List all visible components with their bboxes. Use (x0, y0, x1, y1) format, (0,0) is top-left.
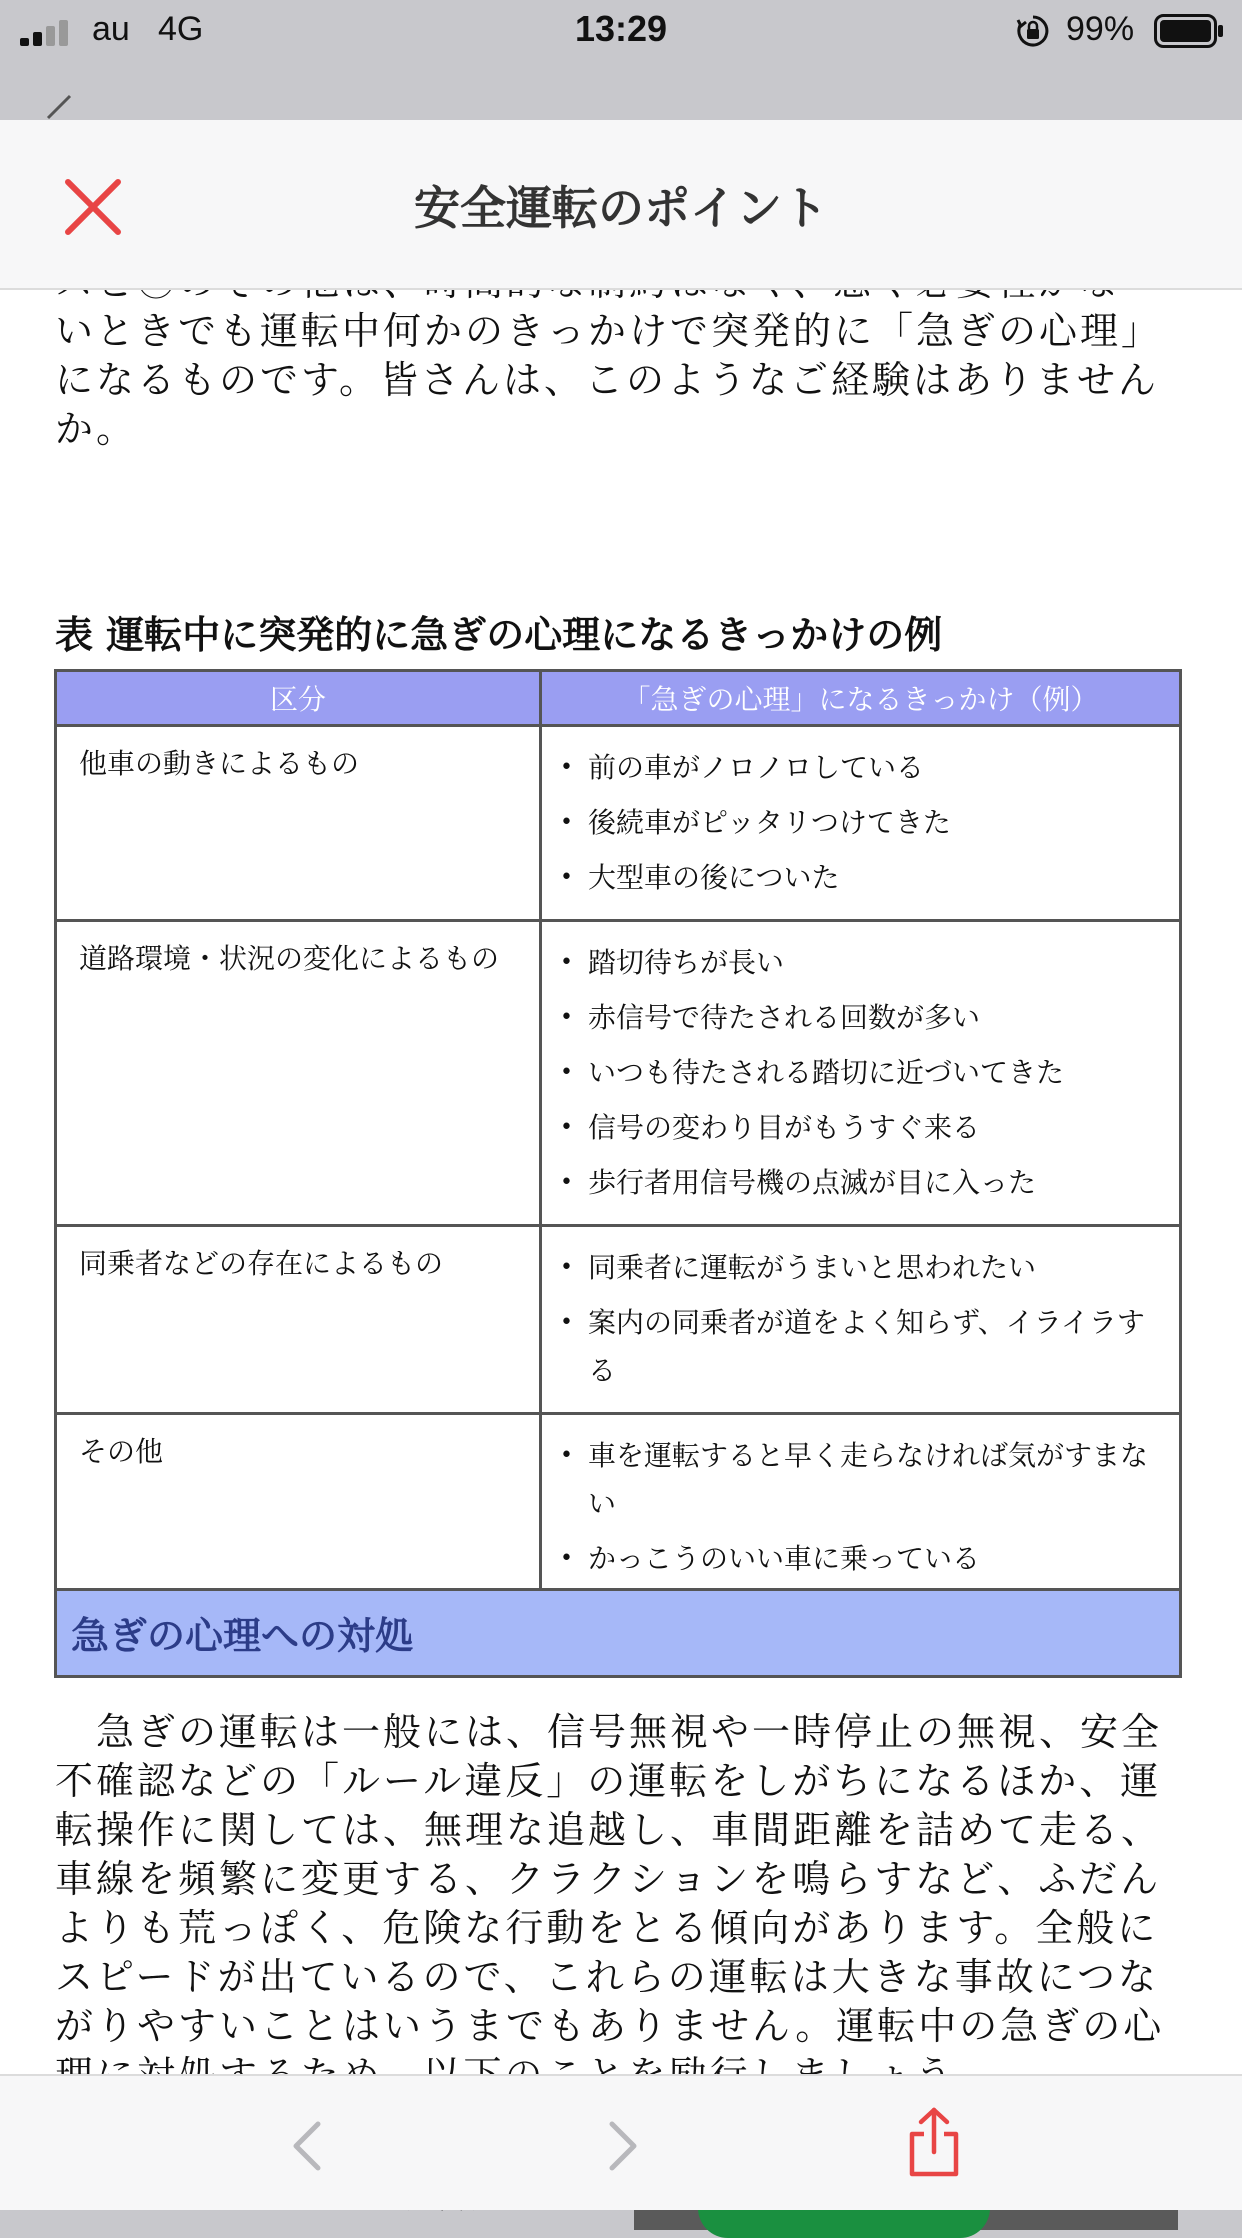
status-bar (0, 0, 1242, 62)
sheet-header (0, 120, 1242, 290)
section-paragraph (55, 1708, 1185, 2100)
example-item: • 信号の変わり目がもうすぐ来る (558, 1104, 1169, 1152)
section-line: 急ぎの運転は一般には、信号無視や一時停止の無視、安全 (55, 1710, 1163, 1754)
intro-line: か。 (55, 407, 138, 451)
row-category: 道路環境・状況の変化によるもの (56, 921, 541, 1226)
example-item: • 車を運転すると早く走らなければ気がすまない (558, 1432, 1169, 1528)
section-line: スピードが出ているので、これらの運転は大きな事故につな (55, 1955, 1159, 1999)
example-item: • いつも待たされる踏切に近づいてきた (558, 1049, 1169, 1097)
column-header-category: 区分 (56, 671, 541, 726)
intro-line: いときでも運転中何かのきっかけで突発的に「急ぎの心理」 (55, 309, 1163, 353)
example-item: • 前の車がノロノロしている (558, 744, 1169, 792)
example-item: • 同乗者に運転がうまいと思われたい (558, 1244, 1169, 1292)
orientation-lock-icon (1016, 14, 1050, 48)
table-row (56, 726, 1181, 921)
example-item: • かっこうのいい車に乗っている (558, 1535, 1169, 1583)
intro-line: になるものです。皆さんは、このようなご経験はありません (55, 358, 1159, 402)
example-item: • 歩行者用信号機の点滅が目に入った (558, 1159, 1169, 1207)
row-examples (541, 921, 1181, 1226)
status-time: 13:29 (574, 8, 668, 49)
battery-icon (1154, 14, 1224, 48)
document-content[interactable] (0, 288, 1242, 2196)
example-item: • 赤信号で待たされる回数が多い (558, 994, 1169, 1042)
table-row (56, 1226, 1181, 1414)
row-category: 他車の動きによるもの (56, 726, 541, 921)
row-examples (541, 1226, 1181, 1414)
reader-sheet (0, 120, 1242, 2208)
forward-button[interactable] (590, 2116, 650, 2176)
row-category: 同乗者などの存在によるもの (56, 1226, 541, 1414)
row-examples (541, 1414, 1181, 1602)
section-line: がりやすいことはいうまでもありません。運転中の急ぎの心 (55, 2004, 1165, 2048)
table-heading: 表 運転中に突発的に急ぎの心理になるきっかけの例 (55, 612, 943, 657)
column-header-examples: 「急ぎの心理」になるきっかけ（例） (541, 671, 1181, 726)
table-row (56, 921, 1181, 1226)
example-item: • 案内の同乗者が道をよく知らず、イライラする (558, 1299, 1169, 1395)
battery-percent: 99% (1066, 10, 1135, 48)
row-examples (541, 726, 1181, 921)
network-type: 4G (158, 10, 204, 48)
section-line: 車線を頻繁に変更する、クラクションを鳴らすなど、ふだん (55, 1857, 1162, 1901)
bottom-toolbar (0, 2074, 1242, 2210)
carrier-name: au (92, 10, 130, 48)
row-category: その他 (56, 1414, 541, 1602)
example-item: • 踏切待ちが長い (558, 939, 1169, 987)
triggers-table (54, 669, 1182, 1603)
table-header-row (56, 671, 1181, 726)
page-title: 安全運転のポイント (414, 181, 828, 235)
section-line: 不確認などの「ルール違反」の運転をしがちになるほか、運 (55, 1759, 1162, 1803)
example-item: • 大型車の後についた (558, 854, 1169, 902)
section-line: 転操作に関しては、無理な追越し、車間距離を詰めて走る、 (55, 1808, 1163, 1852)
back-button[interactable] (280, 2116, 340, 2176)
share-button[interactable] (904, 2106, 964, 2178)
example-item: • 後続車がピッタリつけてきた (558, 799, 1169, 847)
table-row (56, 1414, 1181, 1602)
section-line: よりも荒っぽく、危険な行動をとる傾向があります。全般に (55, 1906, 1159, 1950)
section-heading: 急ぎの心理への対処 (54, 1588, 1182, 1678)
